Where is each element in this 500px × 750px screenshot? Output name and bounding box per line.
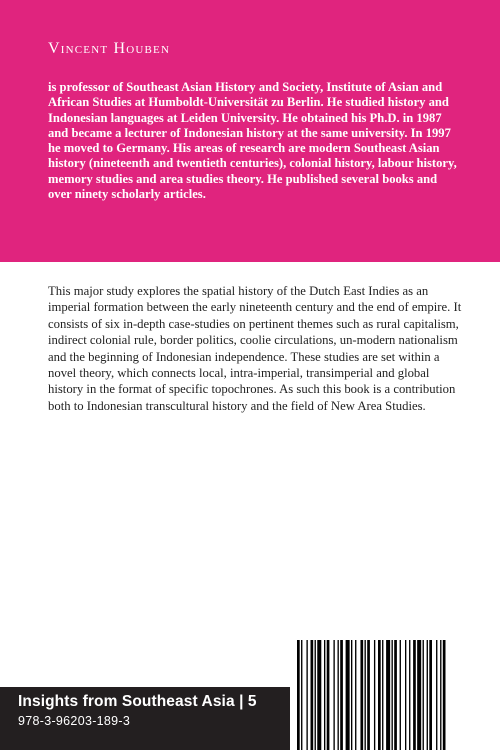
barcode-bar [365,640,366,750]
barcode-bar [436,640,437,750]
barcode-bar [301,640,302,750]
barcode-bar [440,640,441,750]
barcode-bar [394,640,397,750]
barcode-bar [355,640,356,750]
barcode-icon [297,640,497,750]
barcode-bar [324,640,325,750]
barcode-bar [374,640,375,750]
book-description: This major study explores the spatial history of the Dutch East Indies as an imperial formation between the early nineteenth century and the end of empire. It consists of six in-depth case-studies on pertinent themes such as rural capitalism, indirect colonial rule, border politics, coolie circulations, un-modern nationalism and the beginning of Indonesian independence. These studies are set within a novel theory, which connects local, intra-imperial, transimperial and global history in the format of specific topochrones. As such this book is a contribution both to Indonesian transcultural history and the field of New Area Studies. [48,284,462,413]
isbn-number: 978-3-96203-189-3 [18,714,131,728]
barcode-bar [392,640,393,750]
barcode-bar [346,640,350,750]
barcode-bar [405,640,406,750]
barcode-bar [351,640,352,750]
barcode-bar [409,640,410,750]
barcode-bar [443,640,446,750]
barcode-bar [340,640,343,750]
barcode-bar [327,640,330,750]
barcode-bar [317,640,321,750]
series-title: Insights from Southeast Asia | 5 [18,693,257,710]
barcode-bar [297,640,300,750]
barcode-bar [333,640,334,750]
barcode-bar [386,640,390,750]
barcode-bar [315,640,316,750]
barcode-bar [367,640,370,750]
barcode-bar [338,640,339,750]
author-bio: is professor of Southeast Asian History and Society, Institute of Asian and African Studies at Humboldt-Universität zu Berlin. He studied history and Indonesian languages at Leiden University. He obtained his Ph.D. in 1987 and became a lecturer of Indonesian history at the same university. In 1997 he moved to Germany. His areas of research are modern Southeast Asian history (nineteenth and twentieth centuries), colonial history, labour history, memory studies and area studies theory. He published several books and over ninety scholarly articles. [48,80,457,202]
barcode-bar [360,640,363,750]
barcode-bar [413,640,416,750]
barcode-bar [417,640,421,750]
barcode-bar [306,640,307,750]
barcode-bar [400,640,401,750]
barcode-bar [311,640,314,750]
barcode-bar [429,640,432,750]
barcode-bar [423,640,424,750]
author-name: Vincent Houben [48,40,171,57]
barcode-bar [427,640,428,750]
barcode-bar [378,640,381,750]
barcode-bar [382,640,383,750]
